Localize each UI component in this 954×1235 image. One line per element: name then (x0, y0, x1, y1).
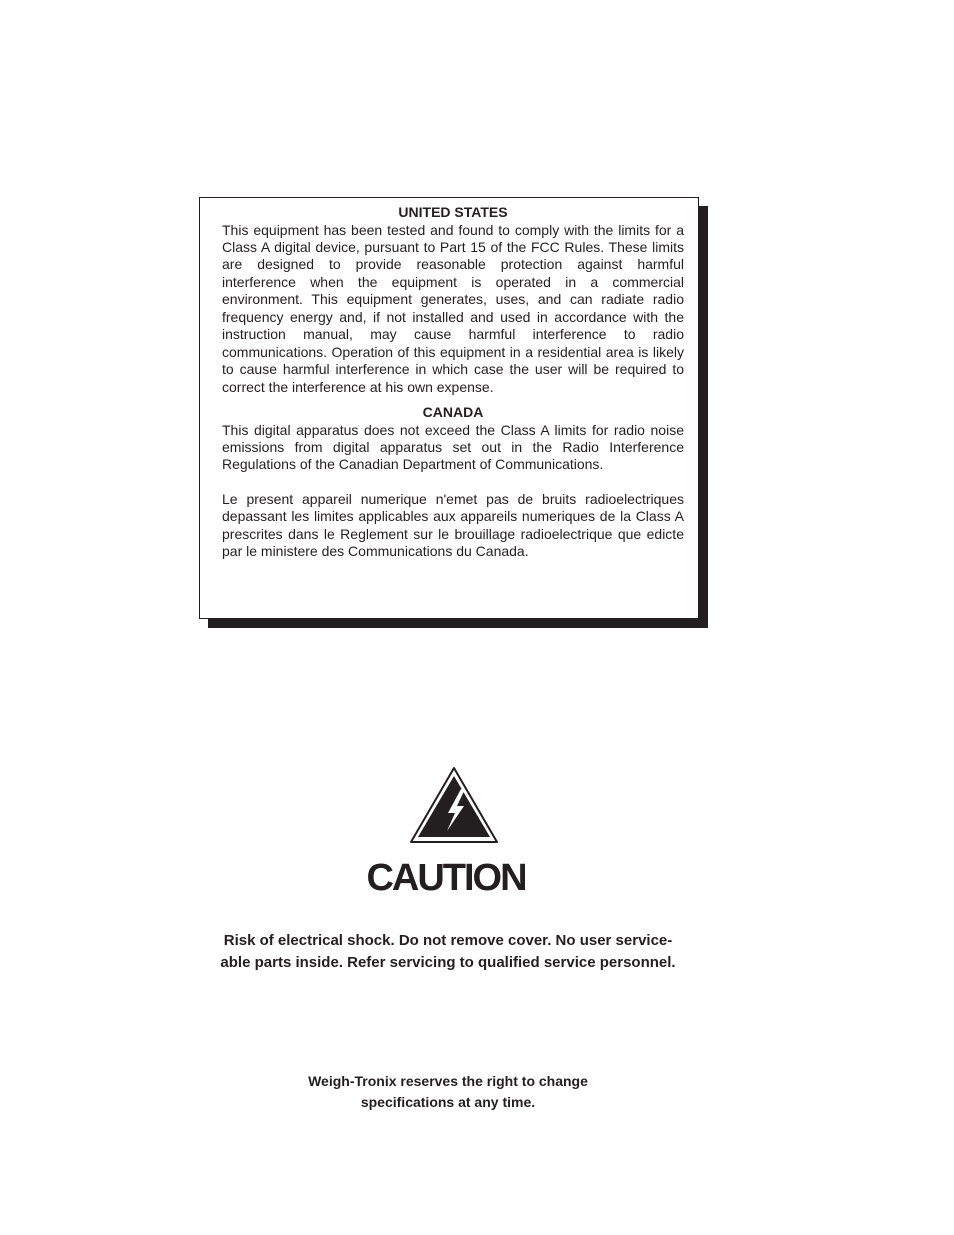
canada-heading: CANADA (422, 404, 484, 421)
rights-line-2: specifications at any time. (360, 1094, 536, 1110)
caution-line-2: able parts inside. Refer servicing to qualified service personnel. (220, 954, 676, 971)
notice-content (222, 204, 684, 561)
caution-message (200, 930, 696, 974)
caution-line-1: Risk of electrical shock. Do not remove cover. No user service- (223, 932, 673, 949)
canada-paragraph-french: Le present appareil numerique n'emet pas de bruits radioelectriques depassant les limites applicables aux appareils numeriques de la Class A prescrites dans le Reglement sur le brouillage radioelectrique que edicte par le ministere des Communications du Canada. (222, 490, 684, 560)
rights-line-1: Weigh-Tronix reserves the right to change (308, 1073, 588, 1089)
rights-statement (248, 1071, 648, 1113)
canada-paragraph-english: This digital apparatus does not exceed the Class A limits for radio noise emissions from digital apparatus set out in the Radio Interference Regulations of the Canadian Department of Communications. (222, 421, 684, 473)
us-heading: UNITED STATES (398, 204, 508, 220)
regulatory-notice-box (199, 197, 699, 619)
electrical-hazard-warning-icon (409, 765, 499, 845)
us-paragraph: This equipment has been tested and found to comply with the limits for a Class A digital device, pursuant to Part 15 of the FCC Rules. These limits are designed to provide reasonable protection against harmful interference when the equipment is operated in a commercial environment. This equipment generates, uses, and can radiate radio frequency energy and, if not installed and used in accordance with the instruction manual, may cause harmful interference to radio communications. Operation of this equipment in a residential area is likely to cause harmful interference in which case the user will be required to correct the interference at his own expense. (222, 221, 684, 395)
caution-title: CAUTION (366, 857, 526, 899)
